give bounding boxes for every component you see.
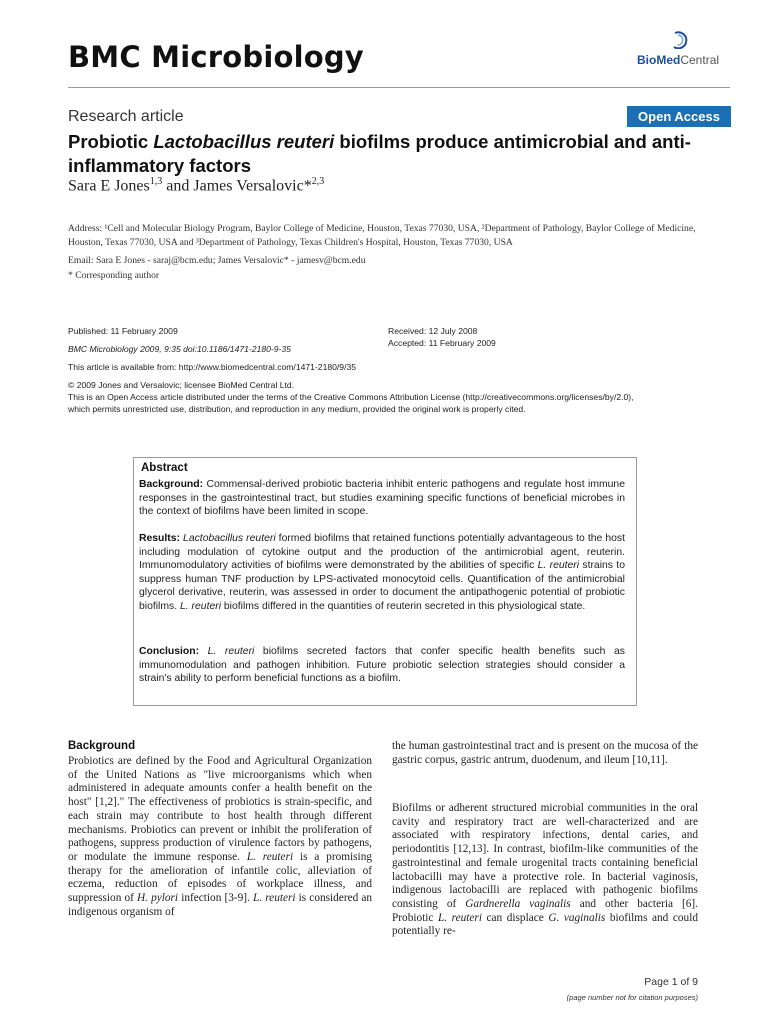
availability: This article is available from: http://www.biomedcentral.com/1471-2180/9/35 (68, 362, 357, 372)
received-date: Received: 12 July 2008 (388, 326, 478, 336)
abstract-background (139, 478, 625, 519)
right-text-2b: and other bacteria [6]. Probiotic (392, 897, 698, 924)
corresponding-note: * Corresponding author (68, 270, 160, 281)
journal-title: BMC Microbiology (68, 40, 364, 74)
body-right-paragraph-2 (392, 802, 698, 939)
citation: BMC Microbiology 2009, 9:35 doi:10.1186/1471-2180-9-35 (68, 344, 291, 354)
left-text-4: is considered an indigenous organism of (68, 892, 373, 918)
abstract-heading: Abstract (141, 462, 188, 474)
title-post: biofilms produce antimicrobial and anti-inflammatory factors (68, 131, 691, 176)
section-heading-background: Background (68, 740, 136, 752)
title-italic: Lactobacillus reuteri (153, 131, 335, 152)
abstract-results (139, 532, 625, 613)
author-2: James Versalovic* (193, 177, 312, 195)
left-italic-1: L. reuteri (246, 850, 294, 863)
published-date: Published: 11 February 2009 (68, 326, 178, 336)
affiliations: Address: ¹Cell and Molecular Biology Program, Baylor College of Medicine, Houston, Texas 77030, USA, ²Department of Pathology, Baylor College of Medicine, Houston, Texas 77030, USA and ³Department of Pathology, Texas Children's Hospital, Houston, Texas 77030, USA (68, 223, 696, 248)
open-access-badge: Open Access (627, 106, 731, 127)
right-text-2c: can displace (481, 911, 549, 924)
abstract-results-italic-3: L. reuteri (180, 600, 222, 612)
left-text-2: is a promising therapy for the amelioration of infantile colic, alleviation of eczema, reduction of episodes of workplace illness, and suppression of (68, 850, 372, 905)
abstract-conclusion-label: Conclusion: (139, 646, 200, 657)
publisher-suffix: Central (680, 53, 720, 67)
header-rule (68, 87, 730, 88)
publisher-brand: BioMed (637, 53, 681, 67)
page-note: (page number not for citation purposes) (566, 993, 698, 1002)
left-italic-2: H. pylori (136, 892, 179, 905)
abstract-results-italic: Lactobacillus reuteri (180, 533, 276, 544)
right-text-2d: biofilms and could potentially re- (392, 911, 698, 938)
body-left-paragraph (68, 755, 372, 919)
abstract-conclusion-italic: L. reuteri (199, 646, 255, 657)
abstract-results-label: Results: (139, 533, 180, 544)
abstract-results-italic-2: L. reuteri (537, 560, 580, 571)
license-line-1: This is an Open Access article distributed under the terms of the Creative Commons Attribution License (http://creativecommons.org/licenses/by/2.0), (68, 392, 634, 402)
author-1-affil: 1,3 (149, 176, 163, 187)
biomed-arc-icon (670, 31, 688, 49)
left-italic-3: L. reuteri (252, 892, 296, 905)
emails: Email: Sara E Jones - saraj@bcm.edu; James Versalovic* - jamesv@bcm.edu (68, 255, 366, 266)
license-line-2: which permits unrestricted use, distribution, and reproduction in any medium, provided the original work is properly cited. (68, 404, 526, 414)
abstract-conclusion-text: biofilms secreted factors that confer specific health benefits such as immunomodulation and pathogen inhibition. Future probiotic selection strategies should consider a strain's ability to perform beneficial functions as a biofilm. (139, 646, 625, 684)
abstract-background-text: Commensal-derived probiotic bacteria inhibit enteric pathogens and regulate host immune responses in the gastrointestinal tract, but studies examining specific functions of beneficial microbes in the context of biofilms have been limited in scope. (139, 479, 625, 517)
abstract-results-text-3: biofilms differed in the quantities of reuterin secreted in this physiological state. (221, 600, 586, 612)
page-number: Page 1 of 9 (644, 976, 698, 988)
accepted-date: Accepted: 11 February 2009 (388, 338, 496, 348)
left-text-3: infection [3-9]. (178, 892, 253, 905)
author-2-affil: 2,3 (311, 176, 325, 187)
title-pre: Probiotic (68, 131, 154, 152)
right-italic-1: Gardnerella vaginalis (465, 897, 571, 910)
abstract-results-text-1: formed biofilms that retained functions potentially advantageous to the host including modulation of cytokine output and the production of the antimicrobial agent, reuterin. Immunomodulatory activities of biofilms were demonstrated by the abilities of specific (139, 533, 625, 571)
authors (68, 176, 324, 195)
right-italic-2: L. reuteri (437, 911, 482, 924)
body-right-paragraph-1: the human gastrointestinal tract and is present on the mucosa of the gastric corpus, gastric antrum, duodenum, and ileum [10,11]. (392, 740, 698, 766)
author-1: Sara E Jones (68, 177, 150, 195)
article-title (68, 130, 708, 178)
right-text-2a: Biofilms or adherent structured microbial communities in the oral cavity and respiratory tract are well-characterized and are associated with respiratory infections, dental caries, and periodontitis [12,13]. In contrast, biofilm-like communities of the gastrointestinal and female urogenital tracts containing beneficial lactobacilli may have a protective role. In bacterial vaginosis, indigenous lactobacilli are replaced with pathogenic biofilms consisting of (392, 802, 698, 910)
left-text-1: Probiotics are defined by the Food and Agricultural Organization of the United Nations as "live microorganisms which when administered in adequate amounts confer a health benefit on the host" [1,2]." The effectiveness of probiotics is strain-specific, and each strain may contribute to host health through different mechanisms. Probiotics can prevent or inhibit the proliferation of pathogens, suppress production of virulence factors by pathogens, or modulate the immune response. (68, 755, 372, 863)
publisher-logo (637, 31, 727, 71)
right-italic-3: G. vaginalis (548, 911, 606, 924)
abstract-results-text-2: strains to suppress human TNF production by LPS-activated monocytoid cells. Quantification of the antimicrobial glycerol derivative, reuterin, was assessed in order to document the antipathogenic potential of probiotic biofilms. (139, 560, 625, 612)
abstract-background-label: Background: (139, 479, 204, 490)
author-and: and (162, 177, 194, 195)
article-type: Research article (68, 108, 184, 125)
copyright: © 2009 Jones and Versalovic; licensee BioMed Central Ltd. (68, 380, 295, 390)
abstract-conclusion (139, 645, 625, 686)
